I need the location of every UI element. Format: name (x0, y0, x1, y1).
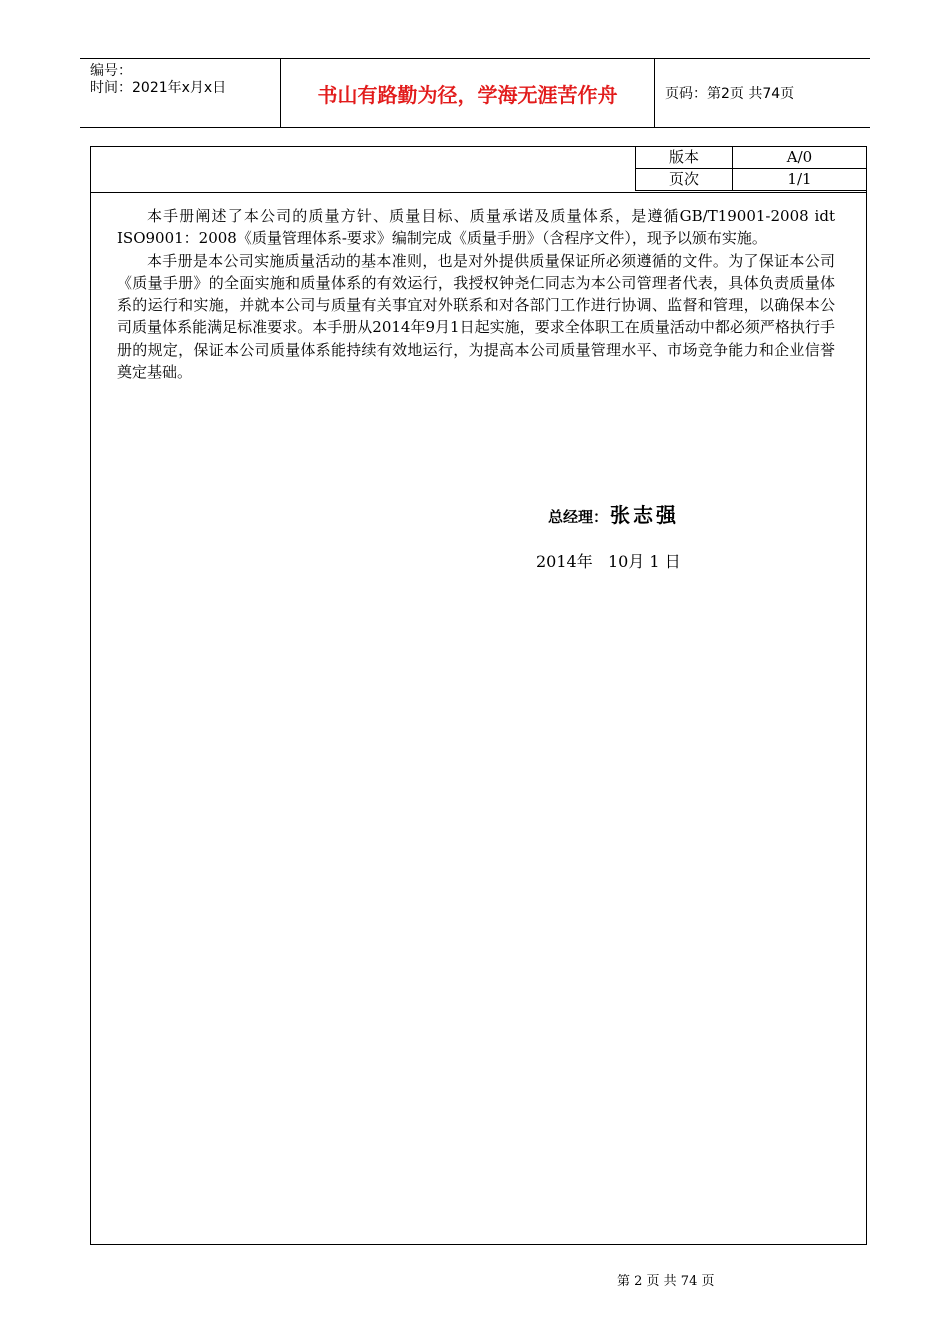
manual-body (117, 205, 835, 383)
version-value: A/0 (733, 147, 867, 169)
header-page-info: 页码：第2页 共74页 (665, 86, 795, 102)
paragraph: 本手册是本公司实施质量活动的基本准则，也是对外提供质量保证所必须遵循的文件。为了保证本公司《质量手册》的全面实施和质量体系的有效运行，我授权钟尧仁同志为本公司管理者代表，具体负责质量体系的运行和实施，并就本公司与质量有关事宜对外联系和对各部门工作进行协调、监督和管理，以确保本公司质量体系能满足标准要求。本手册从2014年9月1日起实施，要求全体职工在质量活动中都必须严格执行手册的规定，保证本公司质量体系能持续有效地运行，为提高本公司质量管理水平、市场竞争能力和企业信誉奠定基础。 (117, 251, 835, 382)
paragraph: 本手册阐述了本公司的质量方针、质量目标、质量承诺及质量体系，是遵循GB/T19001-2008 idt ISO9001：2008《质量管理体系-要求》编制完成《质量手册》（含程序文件），现予以颁布实施。 (117, 207, 835, 248)
signature-date: 2014年 10月 1 日 (536, 552, 681, 571)
document-frame (90, 146, 867, 1245)
version-key: 版本 (636, 147, 733, 169)
document-number-label: 编号： (90, 63, 132, 79)
page-footer: 第 2 页 共 74 页 (617, 1274, 715, 1289)
signature-line (548, 499, 679, 528)
header-divider (91, 192, 866, 193)
signature-name: 张志强 (610, 503, 680, 527)
page-header (80, 58, 870, 128)
page-count-value: 1/1 (733, 169, 867, 191)
header-motto: 书山有路勤为径，学海无涯苦作舟 (281, 59, 655, 127)
header-meta (80, 59, 281, 127)
signature-label: 总经理： (548, 508, 609, 526)
page-count-key: 页次 (636, 169, 733, 191)
page-count-row (636, 169, 867, 191)
version-table (635, 146, 867, 191)
document-time: 时间：2021年x月x日 (90, 80, 227, 96)
version-row (636, 147, 867, 169)
